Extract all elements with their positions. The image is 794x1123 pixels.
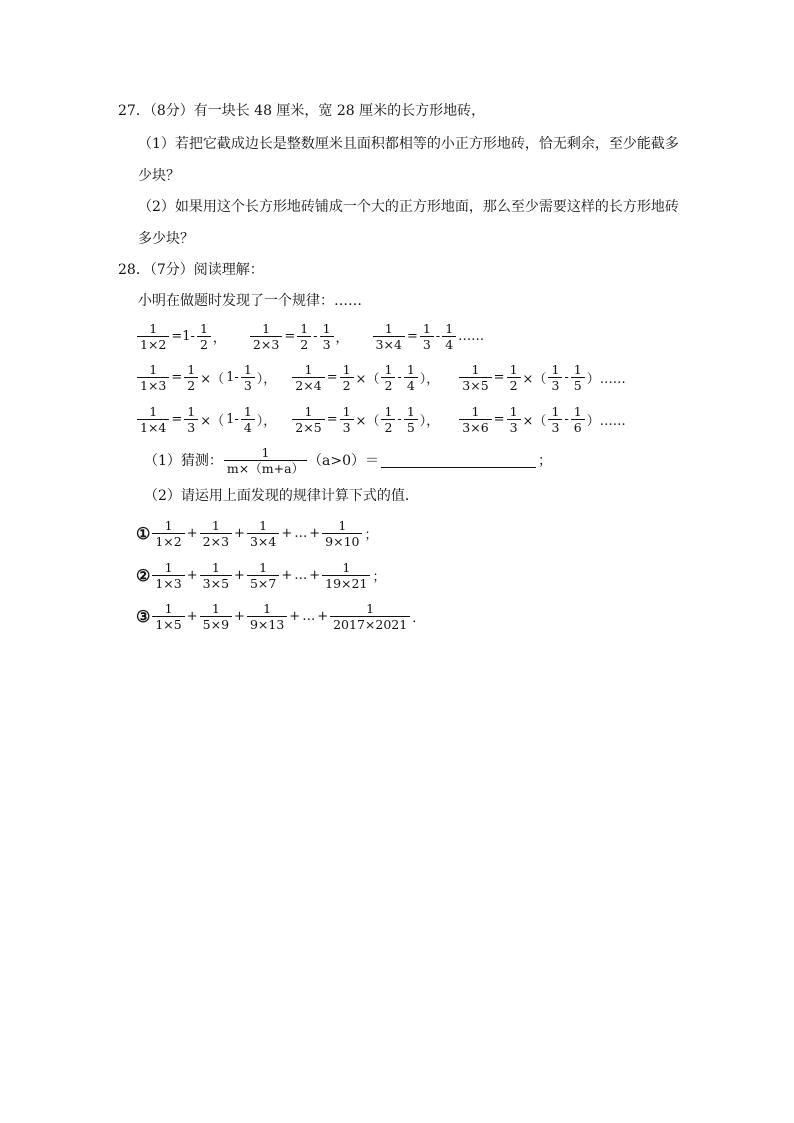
fraction: $\frac{1}{3}$ (184, 404, 198, 435)
fraction: $\frac{1}{5}$ (404, 404, 418, 435)
fraction: $\frac{1}{4}$ (241, 404, 255, 435)
fraction: $\frac{1}{3\times 4}$ (247, 518, 279, 549)
fraction: $\frac{1}{2\times 3}$ (250, 321, 282, 352)
fraction: $\frac{1}{2}$ (340, 362, 354, 393)
fraction: $\frac{1}{1\times 2}$ (152, 518, 184, 549)
answer-blank (381, 453, 536, 468)
guess-condition: （a>0）＝ (308, 453, 380, 469)
q27-part2-line2: 多少块？ (138, 231, 194, 247)
circled-number-3: ③ (136, 606, 151, 626)
q27-part1-line1: （1）若把它截成边长是整数厘米且面积都相等的小正方形地砖，恰无剩余，至少能截多 (138, 136, 679, 152)
pattern-row-1: $\frac{1}{1\times 2}$ =1- $\frac{1}{2}$ ， $\frac{1}{2\times 3}$ = $\frac{1}{2}$ - $\frac{1}{3}$ ， $\frac{1}{3\times 4}$ = $\frac{1}{3}$ - $\frac{1}{4}$ …… (136, 318, 485, 354)
q27-title: 27．（8分）有一块长 48 厘米，宽 28 厘米的长方形地砖， (118, 103, 486, 119)
fraction: $\frac{1}{3\times 5}$ (200, 560, 232, 591)
fraction: $\frac{1}{4}$ (404, 362, 418, 393)
fraction: $\frac{1}{2}$ (184, 362, 198, 393)
fraction: $\frac{1}{1\times 5}$ (152, 601, 184, 632)
circled-number-2: ② (136, 565, 151, 585)
fraction: $\frac{1}{3}$ (548, 362, 562, 393)
fraction: $\frac{1}{3}$ (420, 321, 434, 352)
fraction: $\frac{1}{4}$ (442, 321, 456, 352)
fraction: $\frac{1}{2}$ (381, 404, 395, 435)
pattern-row-2: $\frac{1}{1\times 3}$ = $\frac{1}{2}$ ×（ 1- $\frac{1}{3}$ ）， $\frac{1}{2\times 4}$ = $\frac{1}{2}$ ×（ $\frac{1}{2}$ - $\frac{1}{4}$ ）， $\frac{1}{3\times 5}$ = $\frac{1}{2}$ ×（ $\frac{1}{3}$ - $\frac{1}{5}$ ）…… (136, 359, 627, 395)
guess-fraction: $\frac{1}{m\times(m+a)}$ (224, 445, 307, 476)
fraction: $\frac{1}{5\times 7}$ (247, 560, 279, 591)
fraction: $\frac{1}{3\times 4}$ (373, 321, 405, 352)
fraction: $\frac{1}{2}$ (507, 362, 521, 393)
fraction: $\frac{1}{3}$ (241, 362, 255, 393)
fraction: $\frac{1}{1\times 3}$ (137, 362, 169, 393)
fraction: $\frac{1}{3\times 5}$ (459, 362, 491, 393)
fraction: $\frac{1}{1\times 3}$ (152, 560, 184, 591)
fraction: $\frac{1}{5}$ (571, 362, 585, 393)
fraction: $\frac{1}{2\times 4}$ (292, 362, 324, 393)
fraction: $\frac{1}{1\times 4}$ (137, 404, 169, 435)
pattern-row-3: $\frac{1}{1\times 4}$ = $\frac{1}{3}$ ×（ 1- $\frac{1}{4}$ ）， $\frac{1}{2\times 5}$ = $\frac{1}{3}$ ×（ $\frac{1}{2}$ - $\frac{1}{5}$ ）， $\frac{1}{3\times 6}$ = $\frac{1}{3}$ ×（ $\frac{1}{3}$ - $\frac{1}{6}$ ）…… (136, 401, 627, 437)
expression-3: ③ $\frac{1}{1\times 5}$ + $\frac{1}{5\times 9}$ + $\frac{1}{9\times 13}$ + … + $\frac{1}{2017\times 2021}$ ． (136, 600, 426, 632)
fraction: $\frac{1}{19\times 21}$ (322, 560, 370, 591)
fraction: $\frac{1}{2\times 5}$ (292, 404, 324, 435)
q28-intro: 小明在做题时发现了一个规律：…… (138, 293, 362, 309)
fraction: $\frac{1}{3}$ (548, 404, 562, 435)
q28-title: 28．（7分）阅读理解： (118, 262, 264, 278)
fraction: $\frac{1}{9\times 10}$ (322, 518, 362, 549)
fraction: $\frac{1}{5\times 9}$ (200, 601, 232, 632)
fraction: $\frac{1}{2017\times 2021}$ (330, 601, 410, 632)
guess-line: （1）猜测： $\frac{1}{m\times(m+a)}$ （a>0）＝ ； (144, 444, 553, 476)
fraction: $\frac{1}{9\times 13}$ (247, 601, 287, 632)
fraction: $\frac{1}{6}$ (571, 404, 585, 435)
fraction: $\frac{1}{3}$ (340, 404, 354, 435)
fraction: $\frac{1}{2}$ (297, 321, 311, 352)
fraction: $\frac{1}{2}$ (197, 321, 211, 352)
fraction: $\frac{1}{1\times 2}$ (137, 321, 169, 352)
guess-label: （1）猜测： (144, 453, 223, 469)
q27-part2-line1: （2）如果用这个长方形地砖铺成一个大的正方形地面，那么至少需要这样的长方形地砖 (138, 199, 679, 215)
circled-number-1: ① (136, 523, 151, 543)
fraction: $\frac{1}{2}$ (381, 362, 395, 393)
fraction: $\frac{1}{2\times 3}$ (200, 518, 232, 549)
fraction: $\frac{1}{3}$ (320, 321, 334, 352)
q28-part2: （2）请运用上面发现的规律计算下式的值． (144, 488, 419, 504)
q27-part1-line2: 少块？ (138, 168, 180, 184)
fraction: $\frac{1}{3\times 6}$ (459, 404, 491, 435)
fraction: $\frac{1}{3}$ (507, 404, 521, 435)
expression-1: ① $\frac{1}{1\times 2}$ + $\frac{1}{2\times 3}$ + $\frac{1}{3\times 4}$ + … + $\frac{1}{9\times 10}$ ； (136, 517, 378, 549)
expression-2: ② $\frac{1}{1\times 3}$ + $\frac{1}{3\times 5}$ + $\frac{1}{5\times 7}$ + … + $\frac{1}{19\times 21}$ ； (136, 559, 386, 591)
